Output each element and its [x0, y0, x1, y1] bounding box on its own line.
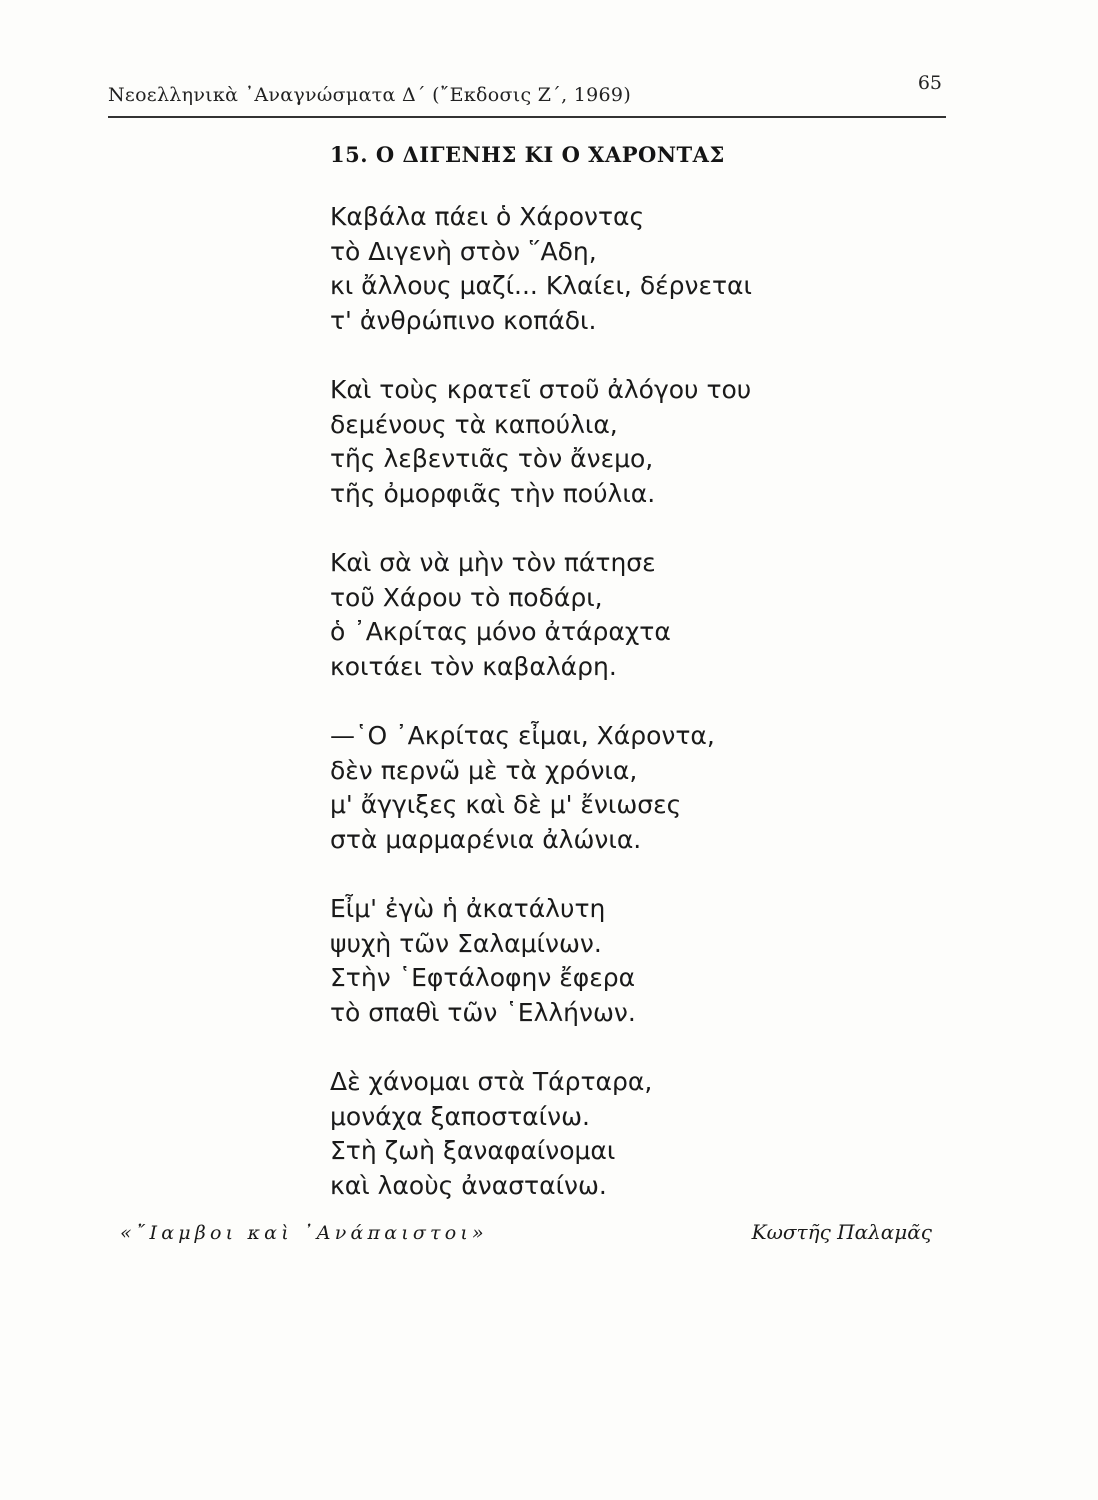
poem-line: τὸ σπαθὶ τῶν ῾Ελλήνων.: [330, 997, 636, 1027]
stanza-6: [330, 1065, 930, 1203]
stanza-1: [330, 200, 930, 338]
poem-line: Στὴ ζωὴ ξαναφαίνομαι: [330, 1136, 616, 1165]
poem-line: —῾Ο ᾿Ακρίτας εἶμαι, Χάροντα,: [330, 721, 715, 750]
poem-line: ὁ ᾿Ακρίτας μόνο ἀτάραχτα: [330, 617, 671, 646]
poem-line: κι ἄλλους μαζί... Κλαίει, δέρνεται: [330, 271, 752, 300]
poem-line: δεμένους τὰ καπούλια,: [330, 409, 618, 439]
stanza-2: [330, 373, 930, 511]
running-header: [108, 72, 946, 118]
poem-line: Εἶμ' ἐγὼ ἡ ἀκατάλυτη: [330, 894, 606, 923]
author-name: Κωστῆς Παλαμᾶς: [751, 1220, 932, 1244]
poem-line: τῆς ὀμορφιᾶς τὴν πούλια.: [330, 478, 656, 508]
poem-line: Καὶ τοὺς κρατεῖ στοῦ ἀλόγου του: [330, 375, 752, 404]
poem-line: μονάχα ξαποσταίνω.: [330, 1101, 590, 1131]
poem-line: τοῦ Χάρου τὸ ποδάρι,: [330, 582, 603, 612]
stanza-4: [330, 719, 930, 857]
poem-line: Στὴν ῾Εφτάλοφην ἔφερα: [330, 963, 636, 992]
poem-line: ψυχὴ τῶν Σαλαμίνων.: [330, 928, 602, 958]
header-source-title: Νεοελληνικὰ ᾿Αναγνώσματα Δ΄ (῎Εκδοσις Ζ΄, 1969): [108, 84, 632, 106]
poem-line: δὲν περνῶ μὲ τὰ χρόνια,: [330, 755, 638, 785]
poem-body: [330, 200, 930, 1238]
poem-line: μ' ἄγγιξες καὶ δὲ μ' ἔνιωσες: [330, 790, 682, 819]
header-rule: [108, 116, 946, 118]
stanza-3: [330, 546, 930, 684]
poem-line: τὸ Διγενὴ στὸν ῞Αδη,: [330, 236, 597, 266]
poem-line: Καβάλα πάει ὁ Χάροντας: [330, 202, 645, 231]
page-number: 65: [917, 72, 942, 94]
poem-line: στὰ μαρμαρένια ἀλώνια.: [330, 824, 642, 854]
poem-line: τῆς λεβεντιᾶς τὸν ἄνεμο,: [330, 444, 654, 473]
poem-line: καὶ λαοὺς ἀνασταίνω.: [330, 1170, 607, 1200]
poem-line: τ' ἀνθρώπινο κοπάδι.: [330, 305, 597, 335]
poem-line: Δὲ χάνομαι στὰ Τάρταρα,: [330, 1067, 653, 1096]
stanza-5: [330, 892, 930, 1030]
poem-title: 15. Ο ΔΙΓΕΝΗΣ ΚΙ Ο ΧΑΡΟΝΤΑΣ: [330, 142, 725, 167]
poem-line: κοιτάει τὸν καβαλάρη.: [330, 651, 617, 681]
poem-line: Καὶ σὰ νὰ μὴν τὸν πάτησε: [330, 548, 656, 577]
attribution: [108, 1216, 946, 1256]
source-collection-title: «῎Ιαμβοι καὶ ᾿Ανάπαιστοι»: [120, 1222, 488, 1244]
